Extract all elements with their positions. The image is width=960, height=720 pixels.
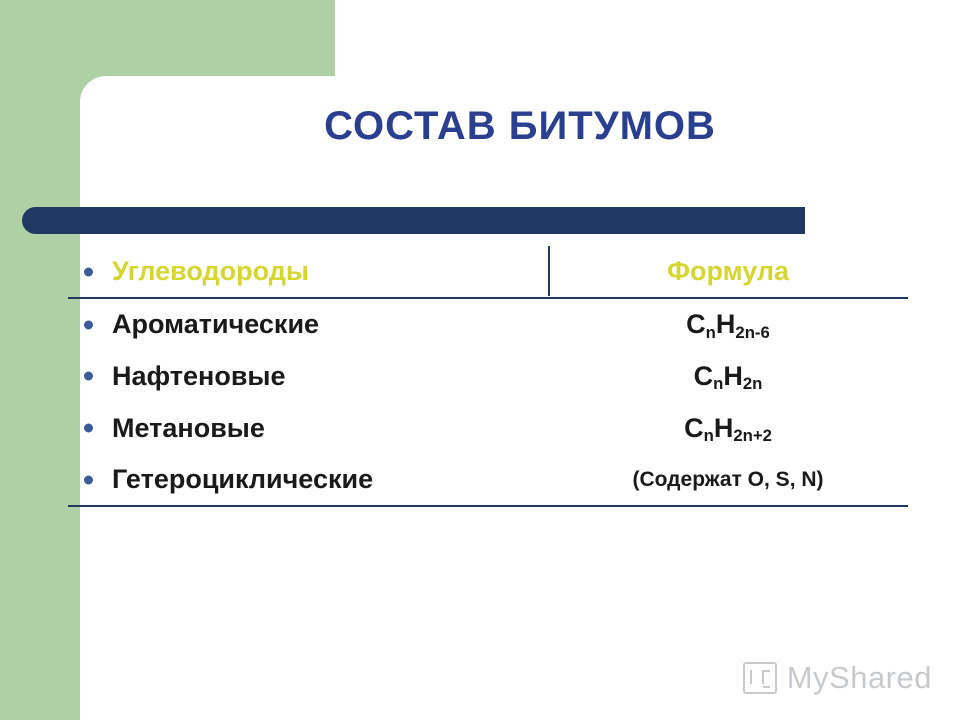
bullet-icon	[84, 320, 93, 329]
row-formula-cell	[548, 298, 908, 350]
watermark-label: MyShared	[786, 660, 932, 695]
bullet-icon	[84, 475, 93, 484]
header-cell-hydrocarbons	[68, 246, 548, 298]
row-formula: $C_nH_{2n-6}$	[686, 309, 770, 342]
bullet-icon	[84, 424, 93, 433]
row-name-cell	[68, 298, 548, 350]
header-label-hydrocarbons: Углеводороды	[112, 256, 309, 286]
row-label: Ароматические	[112, 309, 320, 339]
table-row	[68, 454, 908, 506]
row-formula: $C_nH_{2n}$	[693, 360, 763, 394]
row-formula: $C_nH_{2n+2}$	[684, 412, 772, 446]
row-formula-cell	[548, 402, 908, 454]
myshared-logo-icon	[743, 662, 777, 694]
row-label: Метановые	[112, 412, 265, 443]
table-row	[68, 402, 908, 454]
composition-table-wrap	[68, 246, 908, 507]
header-label-formula: Формула	[666, 256, 790, 286]
watermark	[743, 660, 932, 696]
row-formula-cell	[548, 454, 908, 506]
row-label: Нафтеновые	[112, 360, 286, 391]
row-name-cell	[68, 454, 548, 506]
table-header-row	[68, 246, 908, 298]
row-name-cell	[68, 350, 548, 402]
header-cell-formula	[548, 246, 908, 298]
row-formula-cell	[548, 350, 908, 402]
page-title: СОСТАВ БИТУМОВ	[324, 104, 716, 148]
row-formula-note: (Содержат O, S, N)	[632, 467, 824, 491]
row-label: Гетероциклические	[112, 464, 374, 494]
title-divider-bar	[22, 207, 805, 234]
bullet-icon	[84, 267, 93, 276]
table-row	[68, 350, 908, 402]
composition-table	[68, 246, 908, 507]
bullet-icon	[84, 372, 93, 381]
row-name-cell	[68, 402, 548, 454]
table-row	[68, 298, 908, 350]
